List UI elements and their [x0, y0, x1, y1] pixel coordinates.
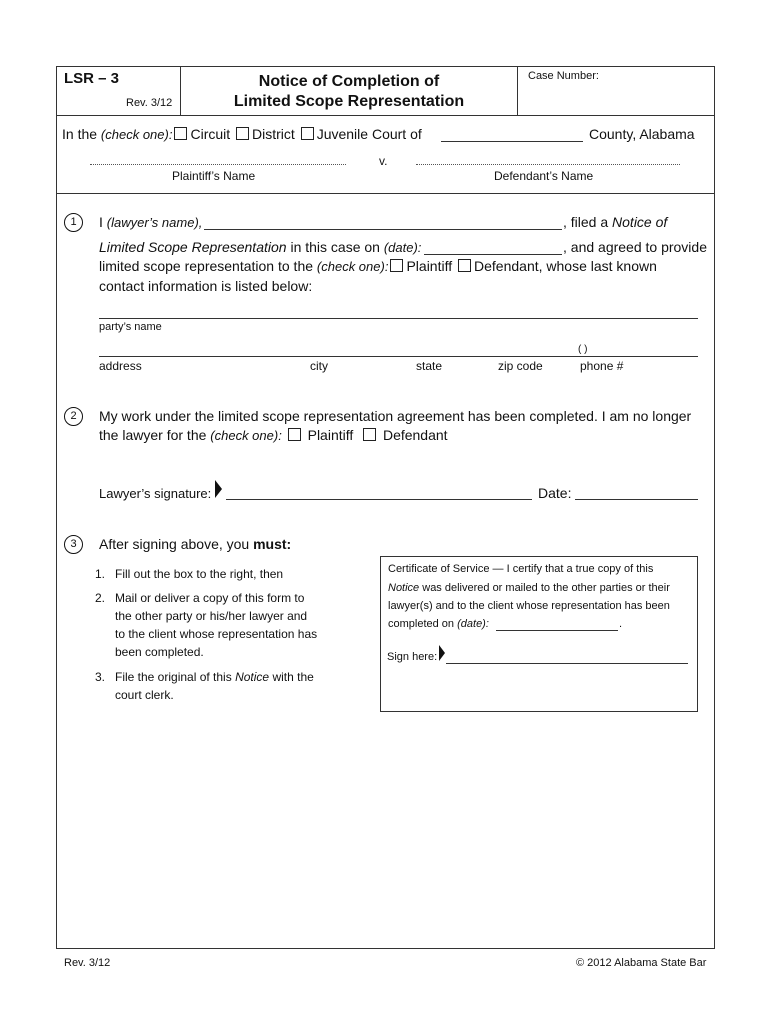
step-3-line2: court clerk. [115, 688, 174, 702]
section1-in-case-text: in this case on [290, 239, 380, 255]
address-label: address [99, 359, 142, 373]
lawyer-signature-label: Lawyer’s signature: [99, 486, 212, 501]
section3-intro [99, 536, 291, 552]
cert-line2-rest: was delivered or mailed to the other parties or their [422, 582, 670, 594]
footer-copyright: © 2012 Alabama State Bar [576, 957, 707, 969]
step-2-number: 2. [95, 591, 106, 605]
step-2-line2: the other party or his/her lawyer and [115, 609, 308, 623]
court-prefix: In the [62, 126, 98, 142]
lawyer-name-label: (lawyer’s name), [106, 215, 203, 230]
step-3-number: 3. [95, 670, 106, 684]
cert-signature-field[interactable] [446, 663, 688, 664]
lawyer-name-field[interactable] [204, 229, 562, 230]
county-suffix: County, Alabama [589, 126, 695, 142]
county-name-field[interactable] [441, 141, 583, 142]
section2-defendant-label: Defendant [382, 427, 448, 443]
section2-check-one: (check one): [210, 428, 282, 443]
cert-notice: Notice [388, 582, 420, 594]
section1-date-label: (date): [383, 240, 422, 255]
section1-defendant-label: Defendant, whose last known [474, 258, 657, 274]
plaintiff-name-field[interactable] [90, 164, 346, 165]
page-title-line1: Notice of Completion of [258, 73, 440, 90]
section1-agreed-text: , and agreed to provide [563, 239, 707, 255]
section1-plaintiff-checkbox[interactable] [390, 259, 403, 272]
section1-plaintiff-label: Plaintiff [406, 258, 453, 274]
section1-filed-text: , filed a [563, 214, 609, 230]
cert-line2 [388, 582, 670, 594]
section2-line1: My work under the limited scope representation agreement has been completed. I am no longer [99, 408, 692, 424]
header-bottom-line [56, 115, 714, 116]
circuit-label: Circuit [190, 126, 231, 142]
section-1-number: 1 [64, 213, 83, 232]
section3-must: must: [253, 536, 292, 552]
section1-lsr-title: Limited Scope Representation [99, 239, 287, 255]
juvenile-court-checkbox[interactable] [301, 127, 314, 140]
district-label: District [252, 126, 295, 142]
phone-area-code: ( ) [578, 344, 588, 355]
section1-notice-of: Notice of [612, 214, 668, 230]
section-3-number: 3 [64, 535, 83, 554]
form-frame [56, 66, 715, 949]
step-3-post: with the [272, 670, 314, 684]
zip-code-label: zip code [498, 359, 543, 373]
section-2-number: 2 [64, 407, 83, 426]
court-check-one: (check one): [100, 127, 173, 142]
defendant-name-label: Defendant’s Name [494, 169, 594, 183]
cert-completed-on: completed on [388, 618, 455, 630]
party-name-field[interactable] [99, 318, 698, 319]
filing-date-field[interactable] [424, 254, 562, 255]
lawyer-signature-field[interactable] [226, 499, 532, 500]
certificate-of-service-box [380, 556, 698, 712]
sign-here-label: Sign here: [387, 651, 438, 663]
circuit-checkbox[interactable] [174, 127, 187, 140]
cert-date-field[interactable] [496, 630, 618, 631]
signature-date-label: Date: [538, 485, 572, 501]
sign-arrow-icon [215, 480, 222, 498]
form-revision: Rev. 3/12 [126, 97, 173, 109]
sign-here-arrow-icon [439, 645, 445, 661]
case-number-label: Case Number: [528, 70, 599, 82]
section2-plaintiff-checkbox[interactable] [288, 428, 301, 441]
step-3-notice: Notice [235, 670, 270, 684]
footer-revision: Rev. 3/12 [64, 957, 111, 969]
page-title-line2: Limited Scope Representation [233, 93, 465, 110]
section2-defendant-checkbox[interactable] [363, 428, 376, 441]
section1-check-one: (check one): [316, 259, 389, 274]
section2-plaintiff-label: Plaintiff [307, 427, 354, 443]
section2-line2 [99, 427, 448, 443]
party-address-field[interactable] [99, 356, 698, 357]
case-number-field[interactable] [522, 84, 708, 112]
section1-defendant-checkbox[interactable] [458, 259, 471, 272]
section1-line4: contact information is listed below: [99, 278, 313, 294]
juvenile-court-label: Juvenile Court of [316, 126, 422, 142]
step-3-line1 [115, 670, 314, 684]
party-name-label: party’s name [99, 321, 162, 333]
state-label: state [416, 359, 443, 373]
section1-line2-start [99, 239, 421, 255]
cert-line3: lawyer(s) and to the client whose representation has been [388, 600, 670, 612]
step-1-text: Fill out the box to the right, then [115, 567, 284, 581]
cert-line4 [388, 618, 489, 630]
step-3-pre: File the original of this [115, 670, 232, 684]
cert-line1: Certificate of Service — I certify that a true copy of this [388, 563, 654, 575]
defendant-name-field[interactable] [416, 164, 680, 165]
cert-period: . [619, 618, 623, 630]
cert-date-label: (date): [457, 618, 489, 630]
step-2-line4: been completed. [115, 645, 204, 659]
header-divider-right [517, 66, 518, 115]
step-2-line1: Mail or deliver a copy of this form to [115, 591, 305, 605]
step-1-number: 1. [95, 567, 106, 581]
caption-bottom-line [56, 193, 714, 194]
section1-line3-text: limited scope representation to the [99, 258, 314, 274]
versus-label: v. [379, 154, 388, 168]
city-label: city [310, 359, 328, 373]
form-id: LSR – 3 [64, 70, 120, 87]
section2-line2-prefix: the lawyer for the [99, 427, 207, 443]
section1-line1-end [563, 214, 667, 230]
district-checkbox[interactable] [236, 127, 249, 140]
section1-line1-start [99, 214, 202, 230]
step-2-line3: to the client whose representation has [115, 627, 318, 641]
court-row [62, 126, 422, 142]
plaintiff-name-label: Plaintiff’s Name [172, 169, 256, 183]
section1-intro: I [99, 214, 103, 230]
section3-intro-text: After signing above, you [99, 536, 250, 552]
phone-label: phone # [580, 359, 624, 373]
section1-line3 [99, 258, 657, 274]
signature-date-field[interactable] [575, 499, 698, 500]
